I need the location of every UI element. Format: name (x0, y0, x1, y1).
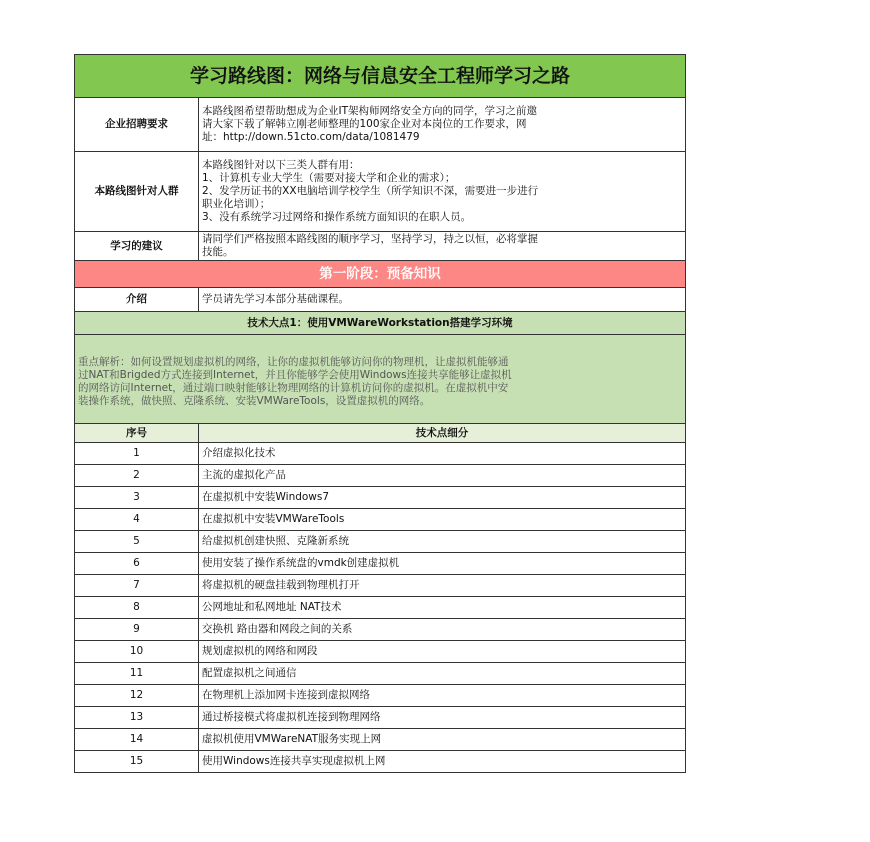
row-detail: 主流的虚拟化产品 (199, 465, 686, 487)
recruit-line: 本路线图希望帮助想成为企业IT架构师网络安全方向的同学，学习之前邀 (202, 105, 538, 117)
audience-line: 本路线图针对以下三类人群有用： (202, 159, 360, 171)
index-column-header: 序号 (75, 424, 199, 443)
row-detail: 使用安装了操作系统盘的vmdk创建虚拟机 (199, 553, 686, 575)
audience-label: 本路线图针对人群 (75, 152, 199, 232)
audience-line: 职业化培训）； (202, 198, 271, 210)
stage-intro-text: 学员请先学习本部分基础课程。 (199, 288, 686, 312)
row-detail: 介绍虚拟化技术 (199, 443, 686, 465)
row-index: 1 (75, 443, 199, 465)
table-row (75, 729, 686, 751)
audience-line: 2、发学历证书的XX电脑培训学校学生（所学知识不深，需要进一步进行 (202, 185, 539, 197)
row-index: 15 (75, 751, 199, 773)
table-header-row (75, 424, 686, 443)
row-detail: 通过桥接模式将虚拟机连接到物理网络 (199, 707, 686, 729)
recruit-label: 企业招聘要求 (75, 98, 199, 152)
analysis-line: 过NAT和Brigded方式连接到Internet，并且你能够学会使用Windows连接共享能够让虚拟机 (78, 369, 512, 381)
row-detail: 配置虚拟机之间通信 (199, 663, 686, 685)
row-index: 3 (75, 487, 199, 509)
row-detail: 给虚拟机创建快照、克隆新系统 (199, 531, 686, 553)
row-index: 4 (75, 509, 199, 531)
stage-title: 第一阶段：预备知识 (75, 261, 686, 288)
audience-text (199, 152, 686, 232)
table-row (75, 443, 686, 465)
table-row (75, 663, 686, 685)
table-row (75, 531, 686, 553)
row-detail: 在物理机上添加网卡连接到虚拟网络 (199, 685, 686, 707)
row-index: 8 (75, 597, 199, 619)
row-detail: 在虚拟机中安装VMWareTools (199, 509, 686, 531)
tech-point-heading: 技术大点1：使用VMWareWorkstation搭建学习环境 (75, 312, 686, 335)
recruit-line: 请大家下载了解韩立刚老师整理的100家企业对本岗位的工作要求，网 (202, 118, 527, 130)
advice-label: 学习的建议 (75, 232, 199, 261)
row-index: 10 (75, 641, 199, 663)
table-row (75, 553, 686, 575)
row-index: 5 (75, 531, 199, 553)
audience-line: 1、计算机专业大学生（需要对接大学和企业的需求）； (202, 172, 456, 184)
table-row (75, 597, 686, 619)
table-row (75, 509, 686, 531)
page-title: 学习路线图：网络与信息安全工程师学习之路 (75, 55, 686, 98)
row-index: 2 (75, 465, 199, 487)
row-index: 14 (75, 729, 199, 751)
stage-intro-label: 介绍 (75, 288, 199, 312)
row-detail: 将虚拟机的硬盘挂载到物理机打开 (199, 575, 686, 597)
table-row (75, 751, 686, 773)
advice-text (199, 232, 686, 261)
recruit-line: 址：http://down.51cto.com/data/1081479 (202, 131, 420, 143)
row-detail: 使用Windows连接共享实现虚拟机上网 (199, 751, 686, 773)
analysis-line: 的网络访问Internet，通过端口映射能够让物理网络的计算机访问你的虚拟机。在虚拟机中安 (78, 382, 509, 394)
audience-line: 3、没有系统学习过网络和操作系统方面知识的在职人员。 (202, 211, 472, 223)
row-index: 11 (75, 663, 199, 685)
row-index: 12 (75, 685, 199, 707)
table-row (75, 465, 686, 487)
learning-roadmap-table (74, 54, 686, 773)
row-detail: 交换机 路由器和网段之间的关系 (199, 619, 686, 641)
detail-column-header: 技术点细分 (199, 424, 686, 443)
row-index: 6 (75, 553, 199, 575)
advice-line: 技能。 (202, 246, 234, 258)
analysis-text (75, 335, 686, 424)
row-index: 9 (75, 619, 199, 641)
recruit-text (199, 98, 686, 152)
row-index: 7 (75, 575, 199, 597)
table-row (75, 707, 686, 729)
table-row (75, 641, 686, 663)
row-detail: 公网地址和私网地址 NAT技术 (199, 597, 686, 619)
row-detail: 虚拟机使用VMWareNAT服务实现上网 (199, 729, 686, 751)
analysis-line: 重点解析：如何设置规划虚拟机的网络，让你的虚拟机能够访问你的物理机，让虚拟机能够通 (78, 356, 509, 368)
table-row (75, 685, 686, 707)
advice-line: 请同学们严格按照本路线图的顺序学习，坚持学习，持之以恒，必将掌握 (202, 233, 538, 245)
analysis-line: 装操作系统，做快照、克隆系统、安装VMWareTools，设置虚拟机的网络。 (78, 395, 431, 407)
row-detail: 规划虚拟机的网络和网段 (199, 641, 686, 663)
table-row (75, 619, 686, 641)
row-detail: 在虚拟机中安装Windows7 (199, 487, 686, 509)
table-row (75, 487, 686, 509)
table-row (75, 575, 686, 597)
row-index: 13 (75, 707, 199, 729)
